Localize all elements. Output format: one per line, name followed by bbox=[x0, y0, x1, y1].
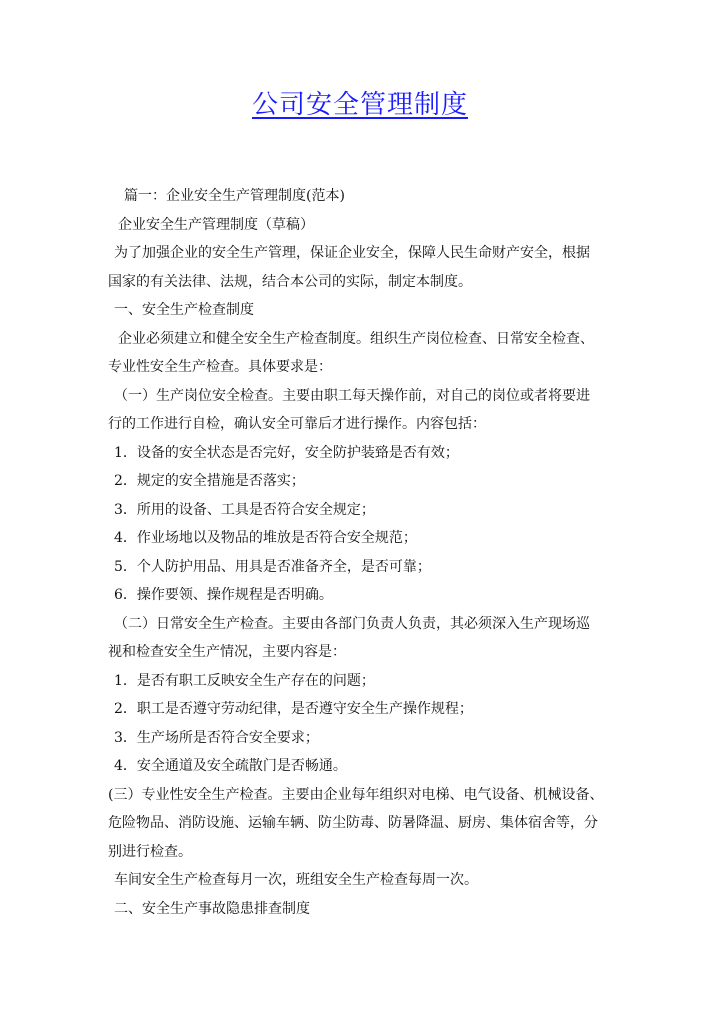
list-item: 3．所用的设备、工具是否符合安全规定； bbox=[114, 501, 375, 518]
list-item: 3．生产场所是否符合安全要求； bbox=[114, 729, 319, 746]
paragraph-line: 视和检查安全生产情况，主要内容是： bbox=[108, 644, 346, 660]
paragraph-line: （一）生产岗位安全检查。主要由职工每天操作前，对自己的岗位或者将要进 bbox=[114, 387, 590, 404]
list-item: 1．是否有职工反映安全生产存在的问题； bbox=[114, 672, 375, 689]
paragraph-line: 危险物品、消防设施、运输车辆、防尘防毒、防暑降温、厨房、集体宿舍等，分 bbox=[108, 815, 598, 831]
paragraph-line: 为了加强企业的安全生产管理，保证企业安全，保障人民生命财产安全，根据 bbox=[114, 245, 590, 261]
list-item: 2．职工是否遵守劳动纪律，是否遵守安全生产操作规程； bbox=[114, 701, 473, 717]
paragraph-line: (三）专业性安全生产检查。主要由企业每年组织对电梯、电气设备、机械设备、 bbox=[108, 786, 604, 803]
list-item: 4．安全通道及安全疏散门是否畅通。 bbox=[114, 758, 347, 774]
paragraph-line: 企业必须建立和健全安全生产检查制度。组织生产岗位检查、日常安全检查、 bbox=[118, 330, 594, 347]
list-item: 4．作业场地以及物品的堆放是否符合安全规范； bbox=[114, 530, 417, 546]
section-heading: 二、安全生产事故隐患排查制度 bbox=[114, 900, 310, 917]
paragraph-line: 行的工作进行自检，确认安全可靠后才进行操作。内容包括： bbox=[108, 416, 486, 432]
paragraph-line: 专业性安全生产检查。具体要求是： bbox=[108, 359, 332, 375]
document-title: 公司安全管理制度 bbox=[251, 90, 468, 120]
list-item: 2．规定的安全措施是否落实； bbox=[114, 473, 305, 489]
list-item: 6．操作要领、操作规程是否明确。 bbox=[114, 587, 333, 603]
list-item: 1．设备的安全状态是否完好，安全防护装臵是否有效； bbox=[114, 444, 459, 461]
paragraph-line: 别进行检查。 bbox=[108, 843, 192, 860]
document-body bbox=[108, 182, 616, 923]
section-heading: 篇一：企业安全生产管理制度(范本) bbox=[124, 188, 345, 204]
paragraph-line: （二）日常安全生产检查。主要由各部门负责人负责，其必须深入生产现场巡 bbox=[114, 615, 590, 632]
list-item: 5．个人防护用品、用具是否准备齐全，是否可靠； bbox=[114, 558, 431, 575]
paragraph-line: 车间安全生产检查每月一次，班组安全生产检查每周一次。 bbox=[114, 872, 478, 888]
paragraph-line: 国家的有关法律、法规，结合本公司的实际，制定本制度。 bbox=[108, 273, 472, 290]
section-heading: 一、安全生产检查制度 bbox=[114, 302, 254, 318]
subtitle-line: 企业安全生产管理制度（草稿） bbox=[118, 216, 314, 233]
